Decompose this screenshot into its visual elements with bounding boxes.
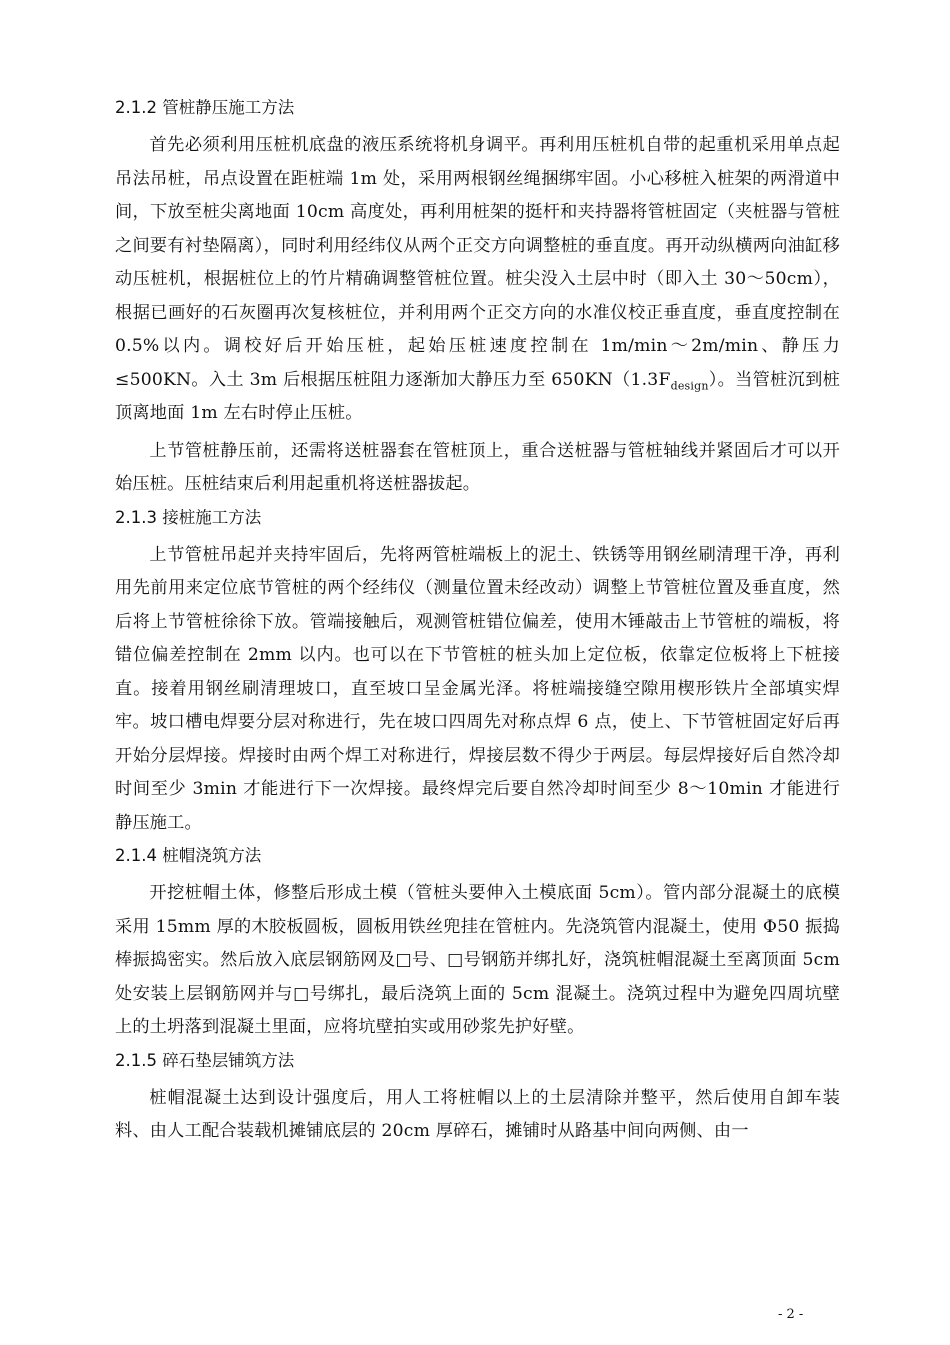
section-heading-2-1-2: 2.1.2 管桩静压施工方法 [115,98,295,117]
paragraph-pile-cap: 开挖桩帽土体，修整后形成土模（管桩头要伸入土模底面 5cm）。管内部分混凝土的底模采用 15mm 厚的木胶板圆板，圆板用铁丝兜挂在管桩内。先浇筑管内混凝土，使用 Φ50 振捣棒振捣密实。然后放入底层钢筋网及□号、□号钢筋并绑扎好，浇筑桩帽混凝土至离顶面 5cm 处安装上层钢筋网并与□号绑扎，最后浇筑上面的 5cm 混凝土。浇筑过程中为避免四周坑壁上的土坍落到混凝土里面，应将坑壁拍实或用砂浆先护好壁。 [115,883,840,1037]
section-heading-2-1-3: 2.1.3 接桩施工方法 [115,507,262,527]
paragraph-static-pressing [115,129,840,431]
section-heading-2-1-4: 2.1.4 桩帽浇筑方法 [115,846,262,865]
paragraph-text: 首先必须利用压桩机底盘的液压系统将机身调平。再利用压桩机自带的起重机采用单点起吊法吊桩，吊点设置在距桩端 1m 处，采用两根钢丝绳捆绑牢固。小心移桩入桩架的两滑道中间，下放至桩尖离地面 10cm 高度处，再利用桩架的挺杆和夹持器将管桩固定（夹桩器与管桩之间要有衬垫隔离），同时利用经纬仪从两个正交方向调整桩的垂直度。再开动纵横两向油缸移动压桩机，根据桩位上的竹片精确调整管桩位置。桩尖没入土层中时（即入土 30～50cm），根据已画好的石灰圈再次复核桩位，并利用两个正交方向的水准仪校正垂直度，垂直度控制在 0.5%以内。调校好后开始压桩，起始压桩速度控制在 1m/min～2m/min、静压力≤500KN。入土 3m 后根据压桩阻力逐渐加大静压力至 650KN（1.3F [115,135,840,390]
paragraph-pile-follower: 上节管桩静压前，还需将送桩器套在管桩顶上，重合送桩器与管桩轴线并紧固后才可以开始压桩。压桩结束后利用起重机将送桩器拔起。 [115,440,840,494]
page-number: - 2 - [778,1307,804,1322]
document-body [115,96,840,1153]
paragraph-pile-splicing: 上节管桩吊起并夹持牢固后，先将两管桩端板上的泥土、铁锈等用钢丝刷清理干净，再利用先前用来定位底节管桩的两个经纬仪（测量位置未经改动）调整上节管桩位置及垂直度，然后将上节管桩徐徐下放。管端接触后，观测管桩错位偏差，使用木锤敲击上节管桩的端板，将错位偏差控制在 2mm 以内。也可以在下节管桩的桩头加上定位板，依靠定位板将上下桩接直。接着用钢丝刷清理坡口，直至坡口呈金属光泽。将桩端接缝空隙用楔形铁片全部填实焊牢。坡口槽电焊要分层对称进行，先在坡口四周先对称点焊 6 点，使上、下节管桩固定好后再开始分层焊接。焊接时由两个焊工对称进行，焊接层数不得少于两层。每层焊接好后自然冷却时间至少 3min 才能进行下一次焊接。最终焊完后要自然冷却时间至少 8～10min 才能进行静压施工。 [115,544,840,833]
section-heading-2-1-5: 2.1.5 碎石垫层铺筑方法 [115,1050,295,1070]
subscript-design: design [670,378,709,392]
paragraph-text-tail: ）。当管桩沉到桩顶离地面 1m 左右时停止压桩。 [115,369,840,423]
paragraph-gravel-cushion: 桩帽混凝土达到设计强度后，用人工将桩帽以上的土层清除并整平，然后使用自卸车装料、由人工配合装载机摊铺底层的 20cm 厚碎石，摊铺时从路基中间向两侧、由一 [115,1087,840,1141]
